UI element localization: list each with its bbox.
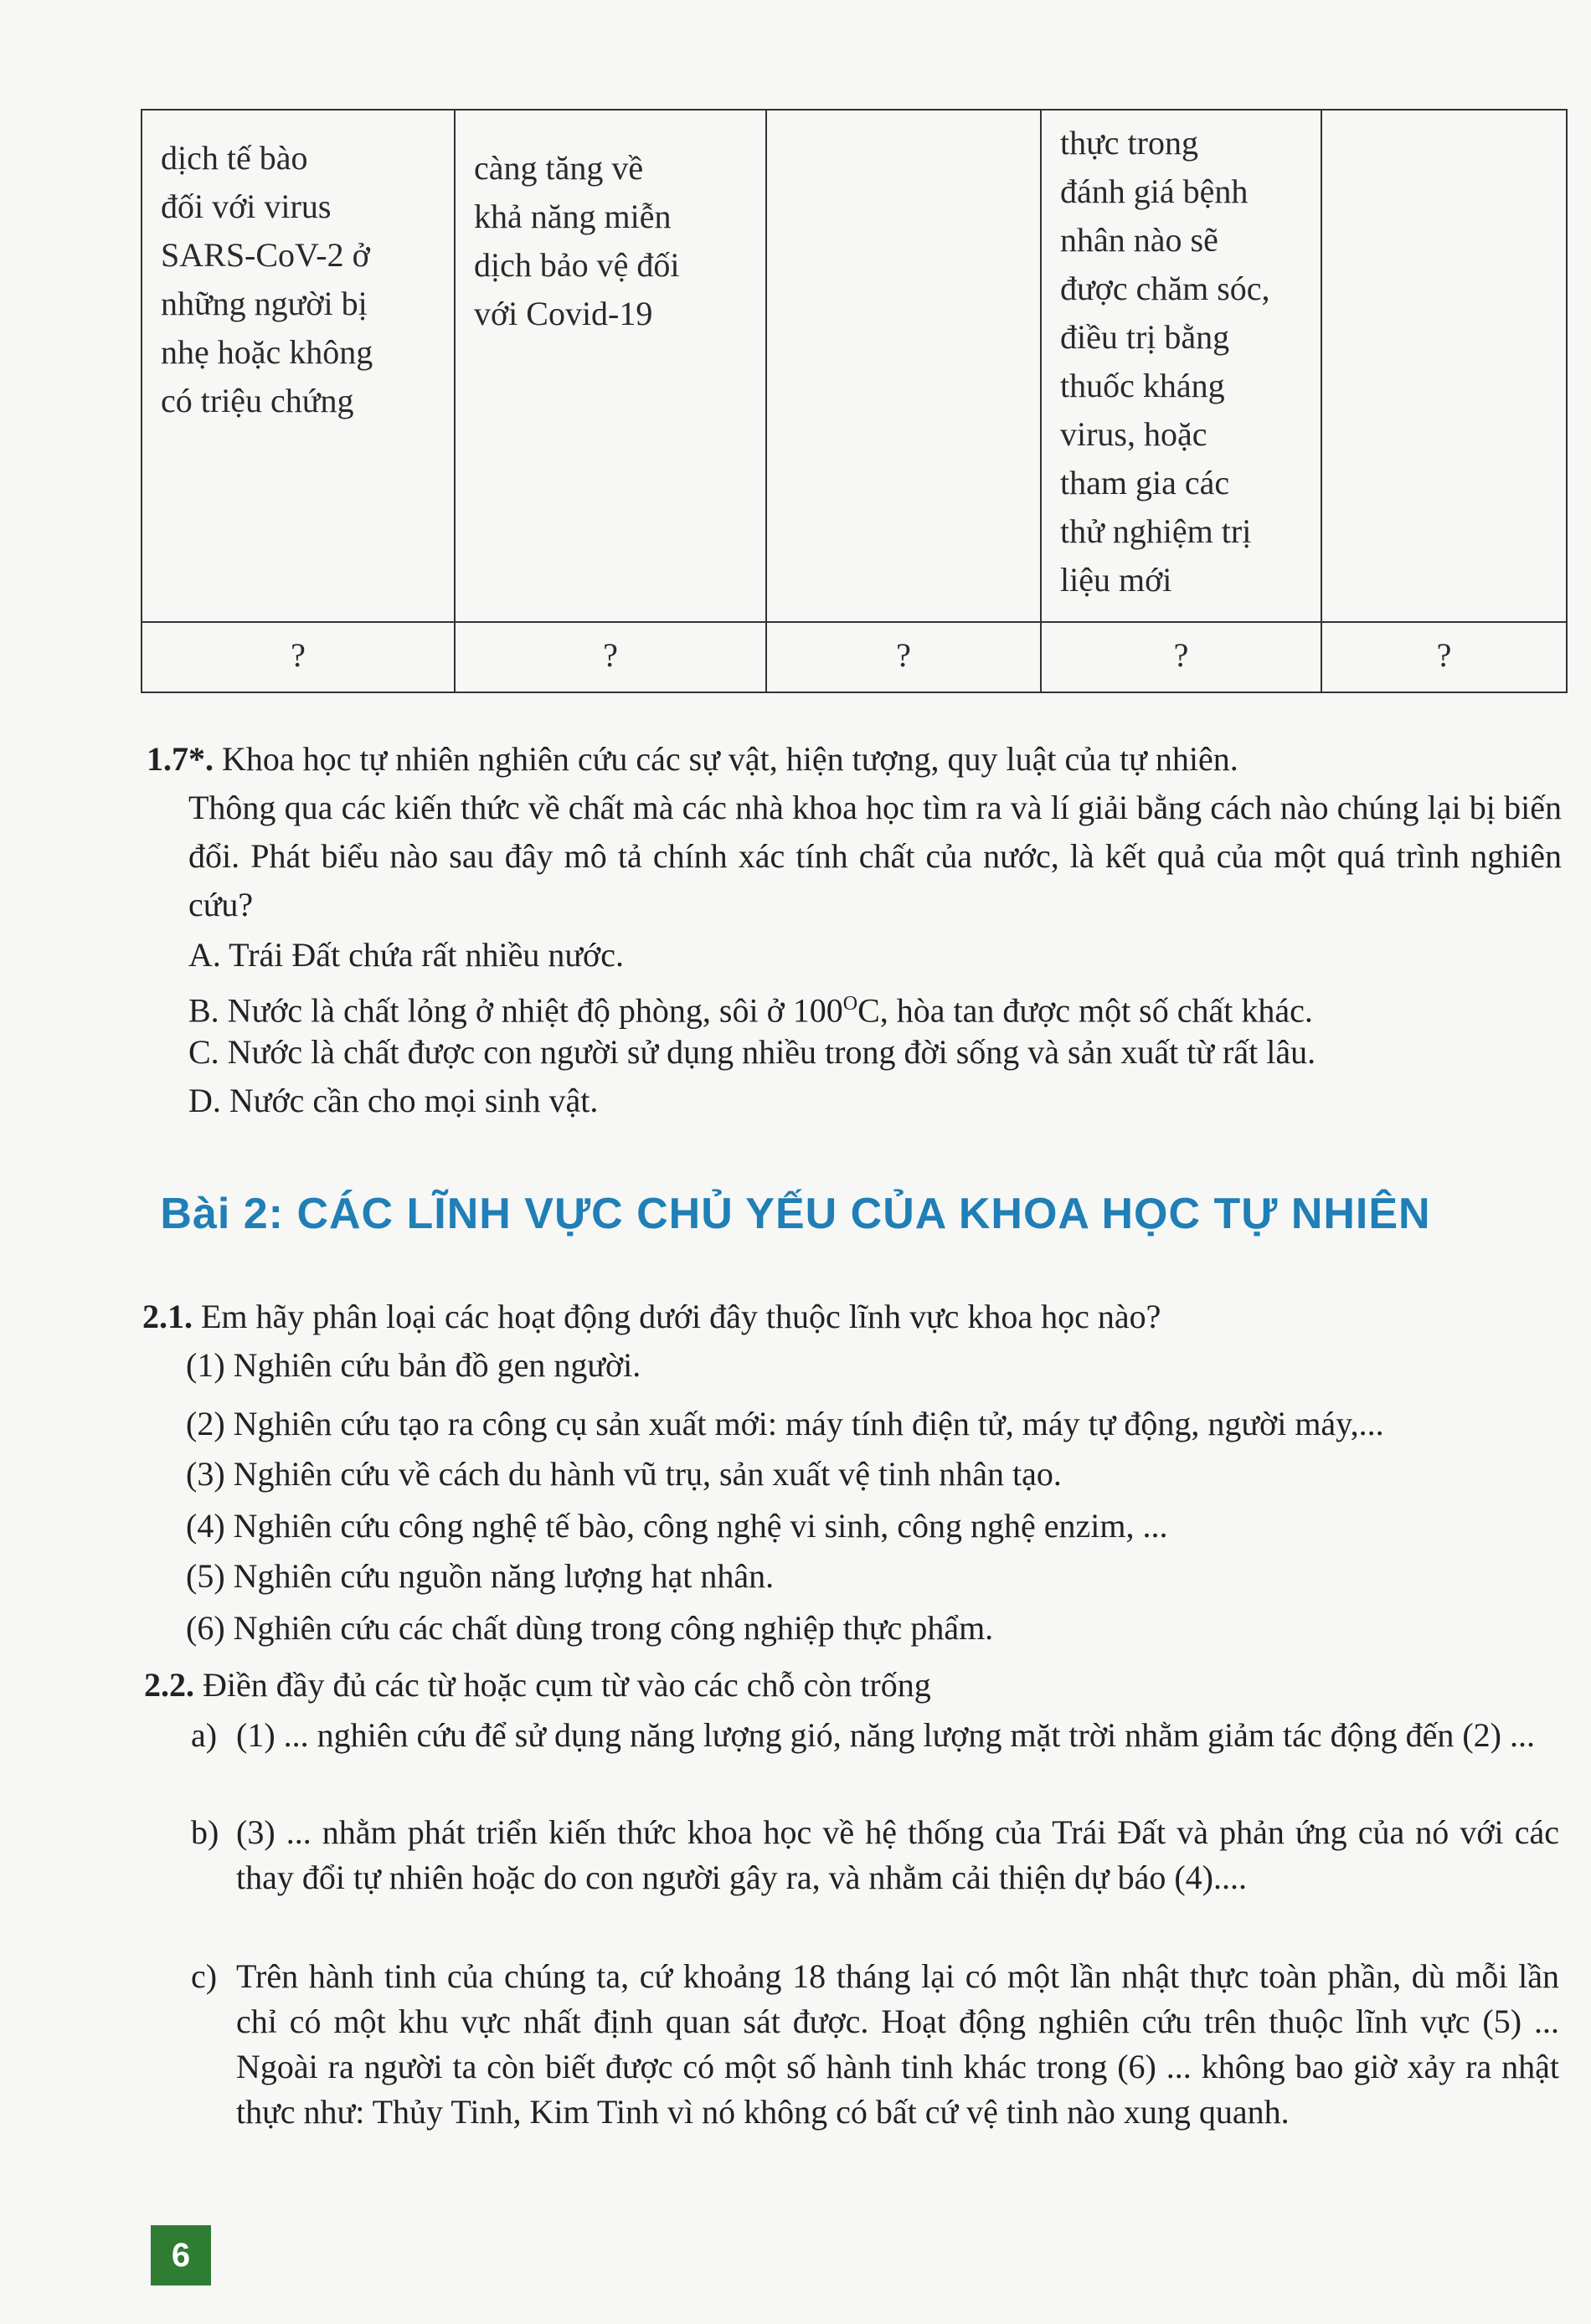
question-number: 2.2. [144,1666,194,1704]
table-cell [766,110,1041,622]
cell-text-line: dịch bảo vệ đối [474,246,680,284]
cell-text-line: thử nghiệm trị [1060,512,1252,550]
option-a: A. Trái Đất chứa rất nhiều nước. [188,936,624,974]
cell-text-line: đánh giá bệnh [1060,172,1249,210]
cell-text-line: nhẹ hoặc không [161,333,373,371]
cell-text-line: khả năng miễn [474,198,672,235]
cell-text-line: tham gia các [1060,464,1230,501]
table-cell: ? [1041,622,1321,692]
cell-text-line: đối với virus [161,188,332,225]
cell-text-line: với Covid-19 [474,295,653,332]
list-item: (3) Nghiên cứu về cách du hành vũ trụ, sản xuất vệ tinh nhân tạo. [186,1455,1062,1493]
item-label-a: a) [191,1716,218,1754]
table-cell [1321,110,1567,622]
cell-text-line: những người bị [161,285,368,322]
cell-text-line: dịch tế bào [161,139,308,177]
continued-table [141,109,1566,693]
cell-text-line: được chăm sóc, [1060,270,1270,307]
list-item: (4) Nghiên cứu công nghệ tế bào, công nghệ vi sinh, công nghệ enzim, ... [186,1507,1168,1545]
table-row-question [142,622,1567,692]
list-item: (5) Nghiên cứu nguồn năng lượng hạt nhân. [186,1557,775,1595]
item-label-c: c) [191,1957,218,1995]
cell-text-line: thuốc kháng [1060,367,1225,404]
degree-sup: O [842,993,858,1015]
cell-text-line: liệu mới [1060,561,1172,599]
list-item: (1) Nghiên cứu bản đồ gen người. [186,1346,641,1384]
page-number-badge: 6 [151,2225,211,2285]
table-cell: ? [455,622,766,692]
question-text-continued: Thông qua các kiến thức về chất mà các nhà khoa học tìm ra và lí giải bằng cách nào chúng lại bị biến đổi. Phát biểu nào sau đây mô tả chính xác tính chất của nước, là kết quả của một quá trình nghiên cứu? [188,789,1562,923]
table-cell: ? [766,622,1041,692]
cell-text-line: càng tăng về [474,149,644,187]
question-text: Điền đầy đủ các từ hoặc cụm từ vào các chỗ còn trống [203,1666,931,1704]
table-cell [142,110,455,622]
list-item: (2) Nghiên cứu tạo ra công cụ sản xuất mới: máy tính điện tử, máy tự động, người máy,... [186,1405,1384,1442]
table-cell: ? [142,622,455,692]
item-label-b: b) [191,1813,219,1851]
fill-item-a: (1) ... nghiên cứu để sử dụng năng lượng gió, năng lượng mặt trời nhằm giảm tác động đến (2) ... [236,1716,1535,1754]
table-cell [1041,110,1321,622]
question-text: Em hãy phân loại các hoạt động dưới đây thuộc lĩnh vực khoa học nào? [201,1298,1161,1335]
data-table [141,109,1568,693]
cell-text-line: nhân nào sẽ [1060,221,1218,259]
question-2-1 [142,1293,1161,1341]
list-item: (6) Nghiên cứu các chất dùng trong công nghiệp thực phẩm. [186,1609,994,1647]
cell-text-line: SARS-CoV-2 ở [161,236,370,274]
fill-item-b: (3) ... nhằm phát triển kiến thức khoa học về hệ thống của Trái Đất và phản ứng của nó với các thay đổi tự nhiên hoặc do con người gây ra, và nhằm cải thiện dự báo (4).... [236,1813,1559,1896]
cell-text-line: thực trong [1060,124,1198,162]
question-text: Khoa học tự nhiên nghiên cứu các sự vật, hiện tượng, quy luật của tự nhiên. [222,740,1238,778]
question-2-2 [144,1661,931,1710]
cell-text-line: virus, hoặc [1060,415,1207,453]
cell-text-line: điều trị bằng [1060,318,1230,356]
option-b-text: B. Nước là chất lỏng ở nhiệt độ phòng, sôi ở 100 [188,991,843,1030]
cell-text-line: có triệu chứng [161,382,354,419]
table-cell [455,110,766,622]
question-1-7 [147,735,1562,929]
option-b-text-end: C, hòa tan được một số chất khác. [857,991,1313,1030]
option-d: D. Nước cần cho mọi sinh vật. [188,1082,599,1119]
lesson-title: Bài 2: CÁC LĨNH VỰC CHỦ YẾU CỦA KHOA HỌC TỰ NHIÊN [160,1190,1431,1238]
table-row [142,110,1567,622]
table-cell: ? [1321,622,1567,692]
option-b [188,979,1313,1035]
option-c: C. Nước là chất được con người sử dụng nhiều trong đời sống và sản xuất từ rất lâu. [188,1033,1316,1071]
fill-item-c: Trên hành tinh của chúng ta, cứ khoảng 18 tháng lại có một lần nhật thực toàn phần, dù mỗi lần chỉ có một khu vực nhất định quan sát được. Hoạt động nghiên cứu trên thuộc lĩnh vực (5) ... Ngoài ra người ta còn biết được có một số hành tinh khác trong (6) ... không bao giờ xảy ra nhật thực như: Thủy Tinh, Kim Tinh vì nó không có bất cứ vệ tinh nào xung quanh. [236,1957,1559,2131]
question-number: 2.1. [142,1298,193,1335]
question-number: 1.7*. [147,740,214,778]
